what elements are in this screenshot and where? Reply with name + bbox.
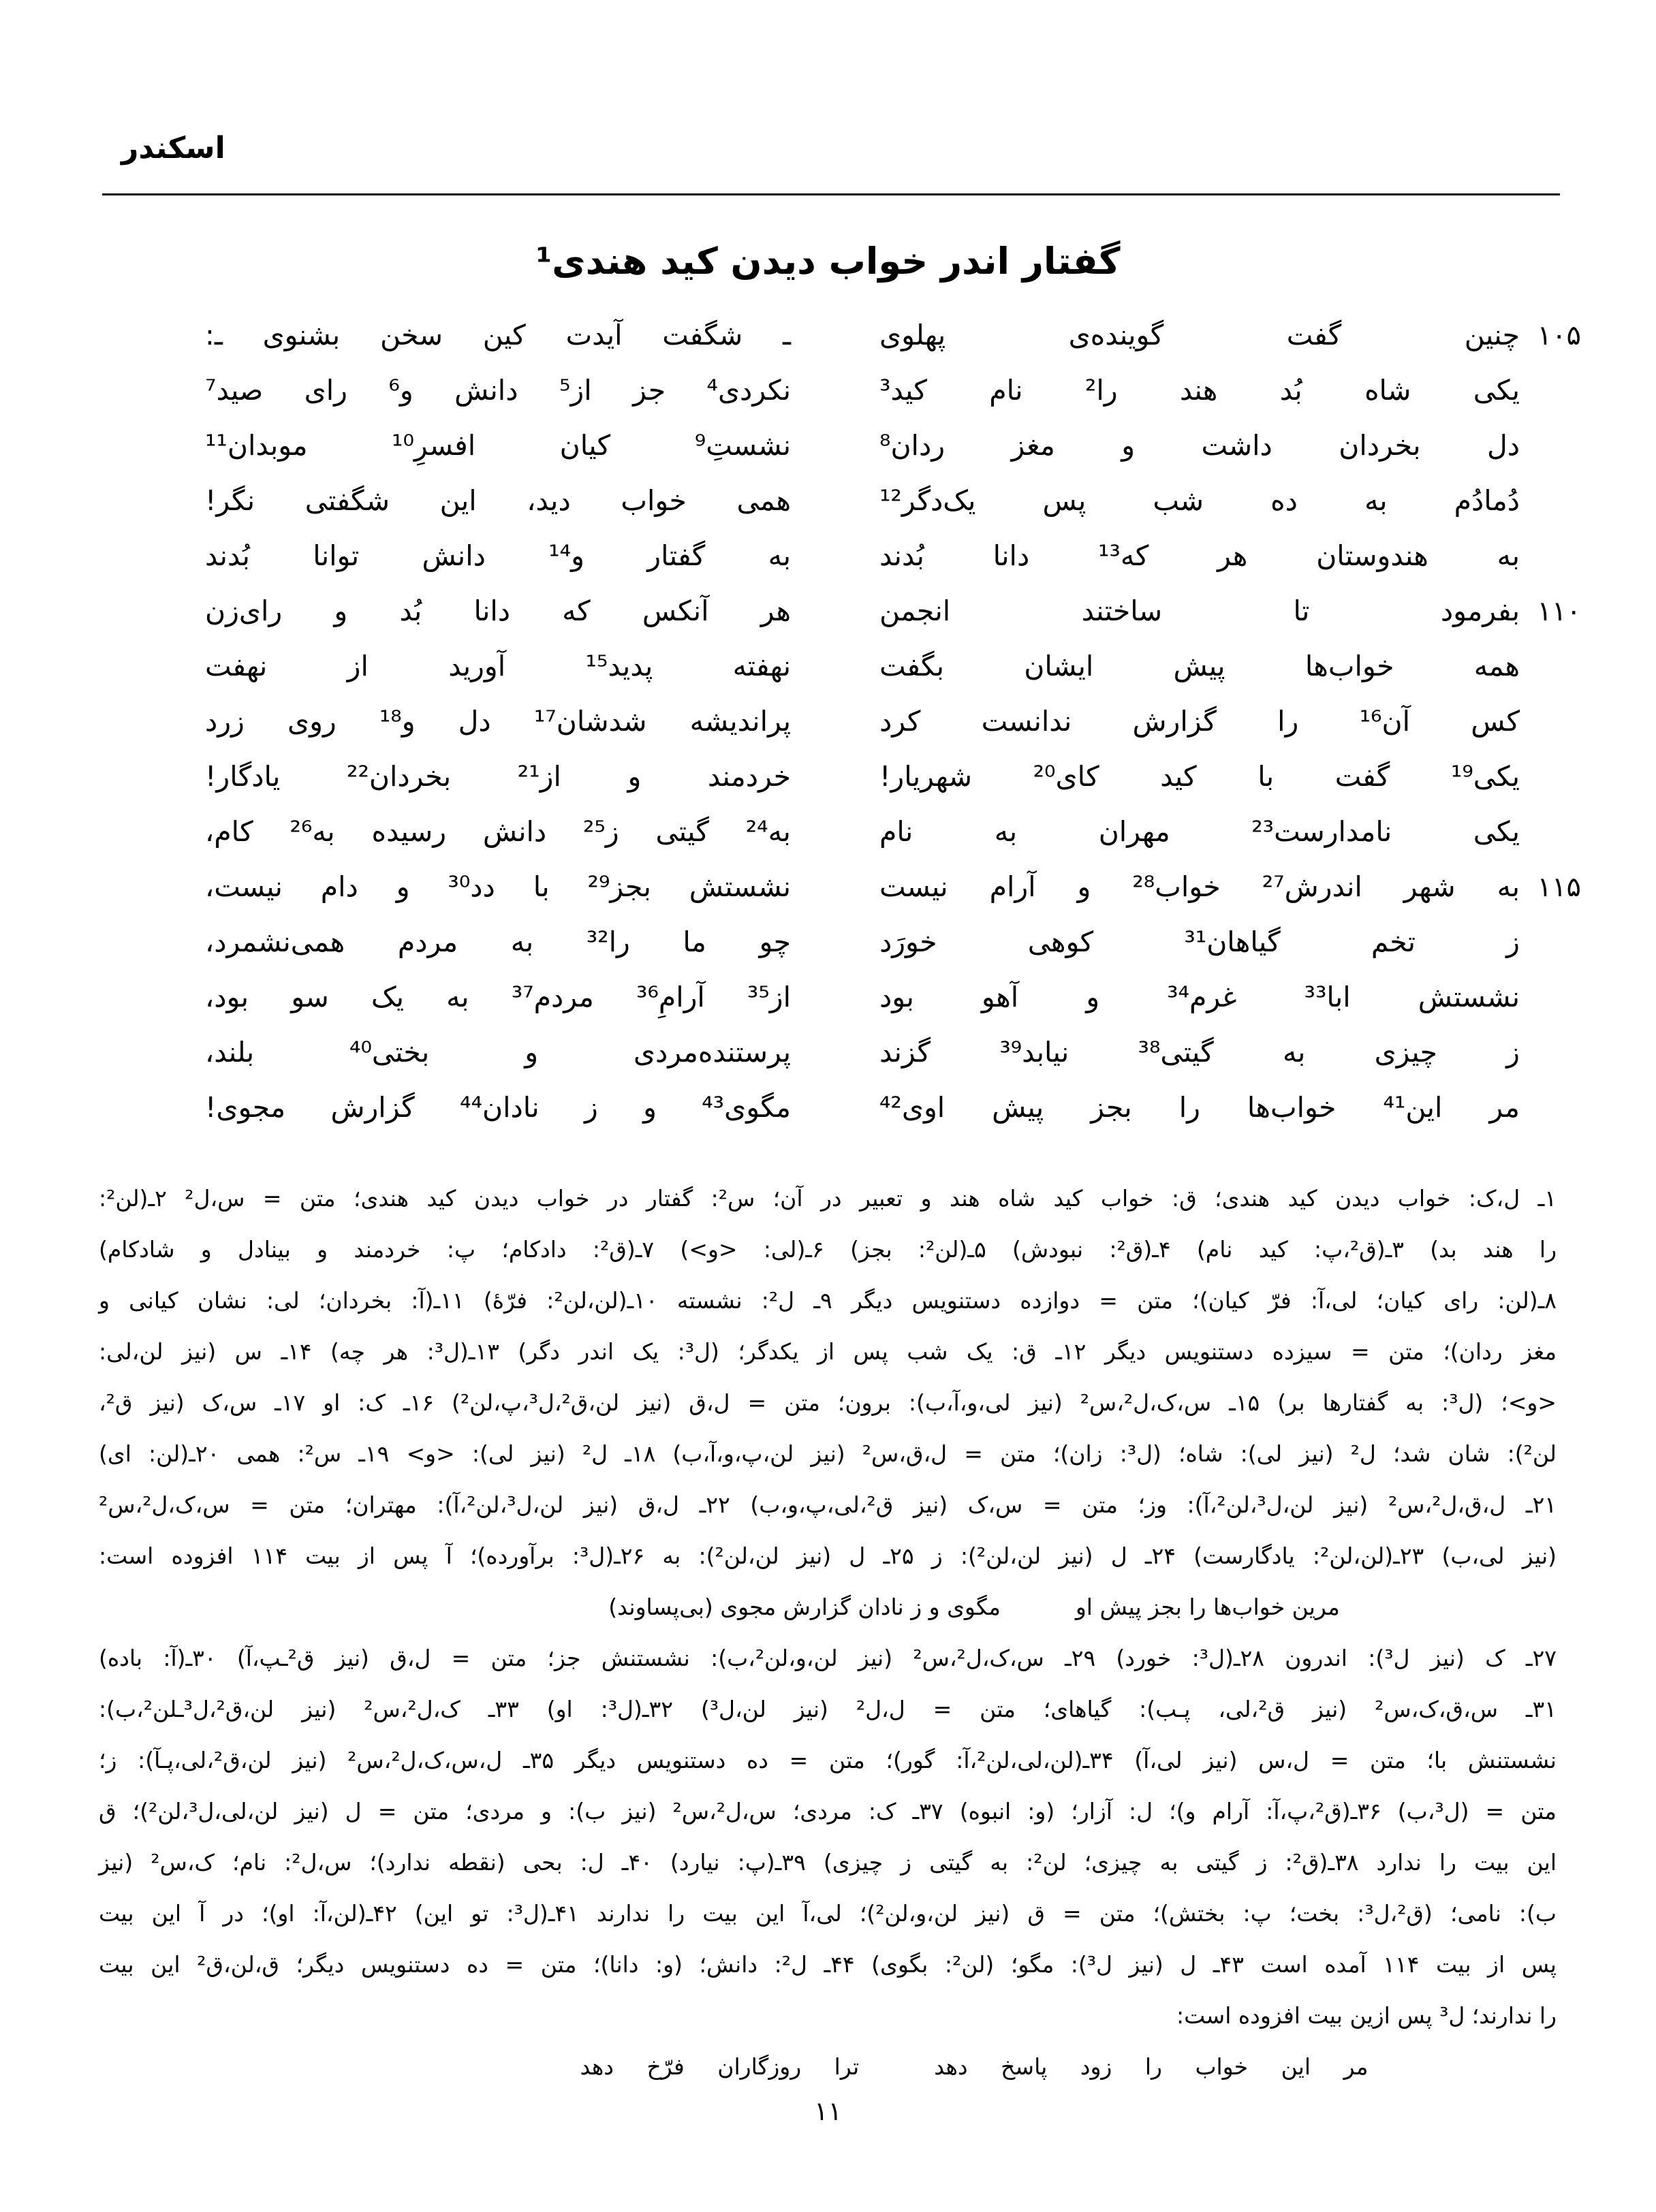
hemistich-first: چنین گفت گوینده‌ی پهلوی xyxy=(879,319,1520,351)
verse-row xyxy=(205,749,1581,804)
quoted-hemistich-first: مر این خواب را زود پاسخ دهد xyxy=(934,2053,1369,2080)
hemistich-second: مگوی⁴³ و ز نادان⁴⁴ گزارش مجوی! xyxy=(205,1091,791,1124)
critical-apparatus xyxy=(99,1173,1557,2092)
hemistich-second: ـ شگفت آیدت کین سخن بشنوی ـ: xyxy=(205,319,791,351)
hemistich-first: به هندوستان هر که¹³ دانا بُدند xyxy=(879,539,1520,572)
hemistich-first: دل بخردان داشت و مغز ردان⁸ xyxy=(879,429,1520,462)
apparatus-line: <و>؛ (ل³: به گفتارها بر) ۱۵ـ س،ک،ل²،س² (نیز لی،و،آ،ب): برون؛ متن = ل،ق (نیز لن،ق²،ل³،پ،لن²) ۱۶ـ ک: او ۱۷ـ س،ک (نیز ق²، xyxy=(99,1389,1557,1416)
verse-row xyxy=(205,528,1581,584)
running-head: اسکندر xyxy=(121,131,225,165)
header-rule xyxy=(102,193,1560,195)
page-number: ۱۱ xyxy=(814,2096,842,2126)
verse-row xyxy=(205,584,1581,639)
verse-row xyxy=(205,694,1581,749)
apparatus-line: مغز ردان)؛ متن = سیزده دستنویس دیگر ۱۲ـ ق: یک شب پس از یکدگر؛ (ل³: یک اندر دگر) ۱۳ـ(ل³: هر چه) ۱۴ـ س (نیز لن،لی: xyxy=(99,1338,1557,1365)
quoted-hemistich-second: ترا روزگاران فرّخ دهد xyxy=(580,2053,860,2080)
hemistich-first: یکی¹⁹ گفت با کید کای²⁰ شهریار! xyxy=(879,760,1520,793)
apparatus-line: پس از بیت ۱۱۴ آمده است ۴۳ـ ل (نیز ل³): مگو؛ (لن²: بگوی) ۴۴ـ ل²: دانش؛ (و: دانا)؛ متن = ده دستنویس دیگر؛ ق،لن،ق² این بیت xyxy=(99,1951,1557,1978)
hemistich-second: از³⁵ آرامِ³⁶ مردم³⁷ به یک سو بود، xyxy=(205,981,791,1013)
hemistich-first: همه خواب‌ها پیش ایشان بگفت xyxy=(879,650,1520,682)
verse-number: ۱۱۵ xyxy=(1537,872,1581,903)
hemistich-second: هر آنکس که دانا بُد و رای‌زن xyxy=(205,595,791,627)
verse-block xyxy=(205,308,1581,1135)
verse-row xyxy=(205,418,1581,473)
hemistich-second: به²⁴ گیتی ز²⁵ دانش رسیده به²⁶ کام، xyxy=(205,815,791,848)
hemistich-second: نهفته پدید¹⁵ آورید از نهفت xyxy=(205,650,791,682)
apparatus-line: این بیت را ندارد ۳۸ـ(ق²: ز گیتی به چیزی؛ لن²: به گیتی ز چیزی) ۳۹ـ(پ: نیارد) ۴۰ـ ل: بحی (نقطه ندارد)؛ س،ل²: نام؛ ک،س² (نیز xyxy=(99,1849,1557,1876)
apparatus-line: ۳۱ـ س،ق،ک،س² (نیز ق²،لی، پـب): گیاهای؛ متن = ل،ل² (نیز لن،ل³) ۳۲ـ(ل³: او) ۳۳ـ ک،ل²،س² (نیز لن،ق²،ل³ـلن²،ب): xyxy=(99,1696,1557,1722)
section-title: گفتار اندر خواب دیدن کید هندی¹ xyxy=(535,240,1121,283)
hemistich-second: پراندیشه شدشان¹⁷ دل و¹⁸ روی زرد xyxy=(205,705,791,738)
apparatus-quoted-verse xyxy=(392,2041,1557,2092)
apparatus-line: نشستنش با؛ متن = ل،س (نیز لی،آ) ۳۴ـ(لن،لی،لن²،آ: گور)؛ متن = ده دستنویس دیگر ۳۵ـ ل،س،ک،ل²،س² (نیز لن،ق²،لی،پـآ): ز؛ xyxy=(99,1747,1557,1773)
apparatus-line: ۲۷ـ ک (نیز ل³): اندرون ۲۸ـ(ل³: خورد) ۲۹ـ س،ک،ل²،س² (نیز لن،و،لن²،ب): نشستنش جز؛ متن = ل،ق (نیز ق²ـپ،آ) ۳۰ـ(آ: باده) xyxy=(99,1645,1557,1671)
quoted-hemistich-second: مگوی و ز نادان گزارش مجوی (بی‌پساوند) xyxy=(608,1594,1001,1620)
apparatus-quoted-verse xyxy=(392,1581,1557,1632)
verse-row xyxy=(205,804,1581,859)
verse-row xyxy=(205,1025,1581,1080)
hemistich-first: به شهر اندرش²⁷ خواب²⁸ و آرام نیست xyxy=(879,870,1520,903)
apparatus-line: لن²): شان شد؛ ل² (نیز لی): شاه؛ (ل³: زان)؛ متن = ل،ق،س² (نیز لن،پ،و،آ،ب) ۱۸ـ ل² (نیز لی): <و> ۱۹ـ س²: همی ۲۰ـ(لن: ای) xyxy=(99,1440,1557,1467)
verse-row xyxy=(205,1080,1581,1135)
verse-row xyxy=(205,639,1581,694)
verse-row xyxy=(205,970,1581,1025)
verse-number: ۱۱۰ xyxy=(1537,596,1581,627)
hemistich-first: یکی نامدارست²³ مهران به نام xyxy=(879,815,1520,848)
hemistich-second: به گفتار و¹⁴ دانش توانا بُدند xyxy=(205,539,791,572)
hemistich-second: نکردی⁴ جز از⁵ دانش و⁶ رای صید⁷ xyxy=(205,374,791,407)
hemistich-first: مر این⁴¹ خواب‌ها را بجز پیش اوی⁴² xyxy=(879,1091,1520,1124)
hemistich-second: خردمند و از²¹ بخردان²² یادگار! xyxy=(205,760,791,793)
hemistich-second: نشستِ⁹ کیان افسرِ¹⁰ موبدان¹¹ xyxy=(205,429,792,462)
apparatus-line: را هند بد) ۳ـ(ق²،پ: کید نام) ۴ـ(ق²: نبودش) ۵ـ(لن²: بجز) ۶ـ(لی: <و>) ۷ـ(ق²: دادکام؛ پ: خردمند و بینادل و شادکام) xyxy=(99,1236,1557,1263)
apparatus-line: را ندارند؛ ل³ پس ازین بیت افزوده است: xyxy=(1176,2002,1557,2029)
hemistich-first: دُمادُم به ده شب پس یک‌دگر¹² xyxy=(879,484,1520,517)
apparatus-line: ۸ـ(لن: رای کیان؛ لی،آ: فرّ کیان)؛ متن = دوازده دستنویس دیگر ۹ـ ل²: نشسته ۱۰ـ(لن،لن²: فرّهٔ) ۱۱ـ(آ: بخردان؛ لی: نشان کیانی و xyxy=(99,1287,1557,1314)
hemistich-second: چو ما را³² به مردم همی‌نشمرد، xyxy=(205,926,791,958)
verse-row xyxy=(205,473,1581,528)
verse-row xyxy=(205,915,1581,970)
verse-row xyxy=(205,363,1581,418)
hemistich-second: همی خواب دید، این شگفتی نگر! xyxy=(205,484,791,517)
verse-row xyxy=(205,308,1581,363)
apparatus-line: ۱ـ ل،ک: خواب دیدن کید هندی؛ ق: خواب کید شاه هند و تعبیر در آن؛ س²: گفتار در خواب دیدن کید هندی؛ متن = س،ل² ۲ـ(لن²: xyxy=(99,1185,1557,1212)
verse-row xyxy=(205,859,1581,915)
hemistich-second: نشستش بجز²⁹ با دد³⁰ و دام نیست، xyxy=(205,870,791,903)
verse-number: ۱۰۵ xyxy=(1537,320,1581,351)
hemistich-second: پرستنده‌مردی و بختی⁴⁰ بلند، xyxy=(205,1036,791,1069)
hemistich-first: بفرمود تا ساختند انجمن xyxy=(879,595,1520,627)
hemistich-first: ز تخم گیاهان³¹ کوهی خورَد xyxy=(879,926,1520,958)
hemistich-first: یکی شاه بُد هند را² نام کید³ xyxy=(879,374,1520,407)
apparatus-line: متن = (ل³،ب) ۳۶ـ(ق²،پ،آ: آرام و)؛ ل: آزار؛ (و: انبوه) ۳۷ـ ک: مردی؛ س،ل²،س² (نیز ب): و مردی؛ متن = ل (نیز لن،لی،ل³،لن²)؛ ق xyxy=(99,1798,1557,1824)
hemistich-first: نشستش ابا³³ غرم³⁴ و آهو بود xyxy=(879,981,1520,1013)
hemistich-first: ز چیزی به گیتی³⁸ نیابد³⁹ گزند xyxy=(879,1036,1520,1069)
quoted-hemistich-first: مرین خواب‌ها را بجز پیش او xyxy=(1075,1594,1340,1620)
apparatus-line: (نیز لی،ب) ۲۳ـ(لن،لن²: یادگارست) ۲۴ـ ل (نیز لن،لن²): ز ۲۵ـ ل (نیز لن،لن²): به ۲۶ـ(ل³: برآورده)؛ آ پس از بیت ۱۱۴ افزوده است: xyxy=(99,1543,1557,1569)
apparatus-line: ب): نامی؛ (ق²،ل³: بخت؛ پ: بختش)؛ متن = ق (نیز لن،و،لن²)؛ لی،آ این بیت را ندارند ۴۱ـ(ل³: تو این) ۴۲ـ(لن،آ: او)؛ در آ این بیت xyxy=(99,1900,1557,1927)
apparatus-line: ۲۱ـ ل،ق،ل²،س² (نیز لن،ل³،لن²،آ): وز؛ متن = س،ک (نیز ق²،لی،پ،و،ب) ۲۲ـ ل،ق (نیز لن،ل³،لن²،آ): مهتران؛ متن = س،ک،ل²،س² xyxy=(99,1491,1557,1518)
hemistich-first: کس آن¹⁶ را گزارش ندانست کرد xyxy=(879,705,1520,738)
